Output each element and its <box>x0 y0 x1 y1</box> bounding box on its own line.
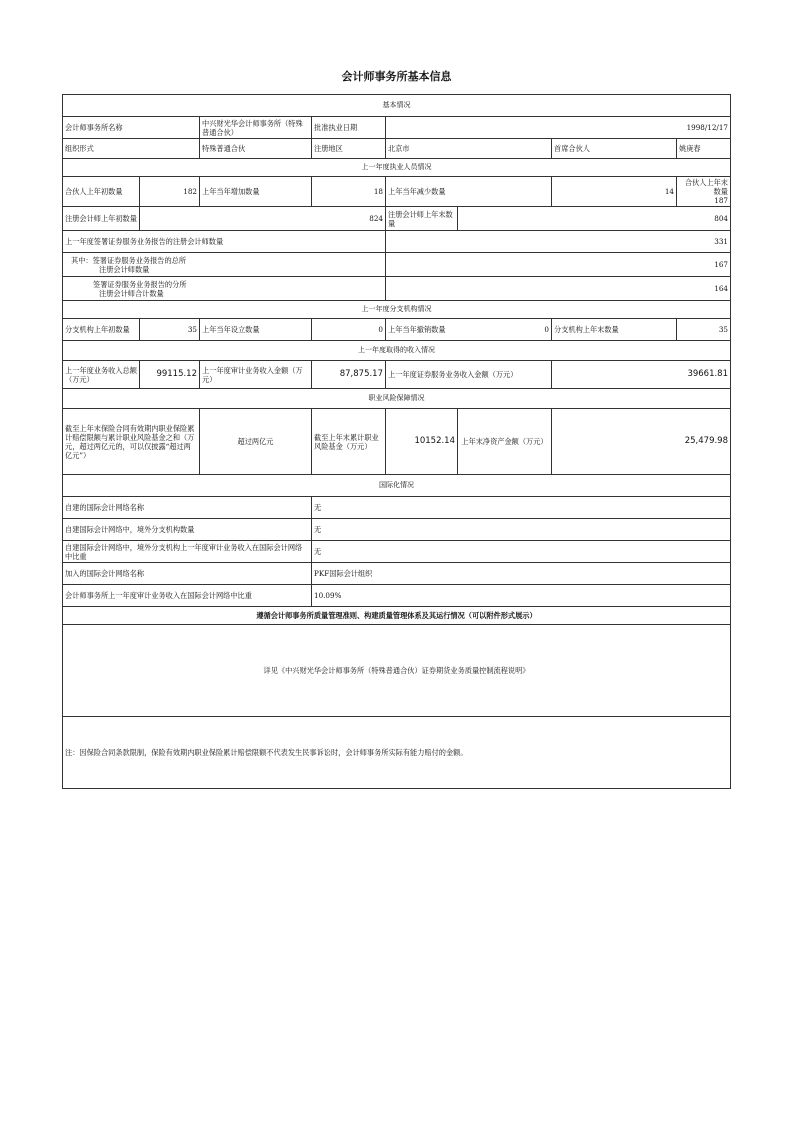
section-staff: 上一年度执业人员情况 <box>63 159 731 177</box>
branch-cpa: 164 <box>386 277 731 301</box>
branches-begin-label: 分支机构上年初数量 <box>63 319 140 341</box>
head-office-cpa-label-line2: 注册会计师数量 <box>99 264 150 274</box>
section-basic: 基本情况 <box>63 95 731 117</box>
overseas-share: 无 <box>312 541 731 563</box>
branch-cpa-label-line1: 签署证券服务业务报告的分所 <box>93 279 187 289</box>
joined-network-label: 加入的国际会计网络名称 <box>63 563 312 585</box>
risk-fund: 10152.14 <box>386 409 458 475</box>
info-table-frame <box>62 94 730 789</box>
quality-heading: 遵循会计师事务所质量管理准则、构建质量管理体系及其运行情况（可以附件形式展示） <box>63 607 731 625</box>
income-securities: 39661.81 <box>552 361 731 389</box>
cpa-begin-label: 注册会计师上年初数量 <box>63 207 140 231</box>
overseas-share-label: 自建国际会计网络中，境外分支机构上一年度审计业务收入在国际会计网络中比重 <box>63 541 312 563</box>
chief-partner: 姚庚春 <box>677 139 731 159</box>
income-total: 99115.12 <box>140 361 200 389</box>
section-branches: 上一年度分支机构情况 <box>63 301 731 319</box>
branches-revoked-label: 上年当年撤销数量 <box>388 325 446 334</box>
approval-date-label: 批准执业日期 <box>312 117 386 139</box>
approval-date: 1998/12/17 <box>386 117 731 139</box>
firm-name: 中兴财光华会计师事务所（特殊普通合伙） <box>200 117 312 139</box>
chief-partner-label: 首席合伙人 <box>552 139 677 159</box>
section-income: 上一年度取得的收入情况 <box>63 341 731 361</box>
firm-name-label: 会计师事务所名称 <box>63 117 200 139</box>
section-risk: 职业风险保障情况 <box>63 389 731 409</box>
firm-share-label: 会计师事务所上一年度审计业务收入在国际会计网络中比重 <box>63 585 312 607</box>
firm-share: 10.09% <box>312 585 731 607</box>
branches-added: 0 <box>312 319 386 341</box>
footnote: 注：因保险合同条款限制，保险有效期内职业保险累计赔偿限额不代表发生民事诉讼时，会计师事务所实际有能力赔付的金额。 <box>63 717 731 789</box>
branches-added-label: 上年当年设立数量 <box>200 319 312 341</box>
income-audit-label: 上一年度审计业务收入金额（万元） <box>200 361 312 389</box>
region-label: 注册地区 <box>312 139 386 159</box>
branches-begin: 35 <box>140 319 200 341</box>
document-title: 会计师事务所基本信息 <box>341 70 452 83</box>
own-network: 无 <box>312 497 731 519</box>
insurance-value: 超过两亿元 <box>200 409 312 475</box>
sec-cpa: 331 <box>386 231 731 253</box>
own-network-label: 自建的国际会计网络名称 <box>63 497 312 519</box>
partners-reduced-label: 上年当年减少数量 <box>386 177 552 207</box>
partners-end-label: 合伙人上年末数量 <box>684 178 728 196</box>
income-audit: 87,875.17 <box>312 361 386 389</box>
overseas-branches: 无 <box>312 519 731 541</box>
branch-cpa-label <box>63 277 386 301</box>
region: 北京市 <box>386 139 552 159</box>
partners-begin-label: 合伙人上年初数量 <box>63 177 140 207</box>
partners-begin: 182 <box>140 177 200 207</box>
branches-end-label: 分支机构上年末数量 <box>552 319 677 341</box>
head-office-cpa-label <box>63 253 386 277</box>
partners-end <box>677 177 731 207</box>
income-total-label: 上一年度业务收入总额（万元） <box>63 361 140 389</box>
branches-end: 35 <box>677 319 731 341</box>
branch-cpa-label-line2: 注册会计师合计数量 <box>99 288 164 298</box>
branches-revoked <box>386 319 552 341</box>
joined-network: PKF国际会计组织 <box>312 563 731 585</box>
org-form: 特殊普通合伙 <box>200 139 312 159</box>
head-office-cpa: 167 <box>386 253 731 277</box>
partners-reduced: 14 <box>552 177 677 207</box>
net-assets-label: 上年末净资产金额（万元） <box>458 409 552 475</box>
overseas-branches-label: 自建国际会计网络中，境外分支机构数量 <box>63 519 312 541</box>
partners-end-value: 187 <box>714 196 728 205</box>
info-table <box>62 94 731 789</box>
head-office-cpa-label-line1: 其中：签署证券服务业务报告的总所 <box>71 255 187 265</box>
cpa-begin: 824 <box>140 207 386 231</box>
sec-cpa-label: 上一年度签署证券服务业务报告的注册会计师数量 <box>63 231 386 253</box>
section-international: 国际化情况 <box>63 475 731 497</box>
income-securities-label: 上一年度证券服务业务收入金额（万元） <box>386 361 552 389</box>
insurance-label: 截至上年末保险合同有效期内职业保险累计赔偿限额与累计职业风险基金之和（万元，超过两亿元的，可以仅披露“超过两亿元”） <box>63 409 200 475</box>
quality-content: 详见《中兴财光华会计师事务所（特殊普通合伙）证券期货业务质量控制流程说明》 <box>63 625 731 717</box>
cpa-end: 804 <box>458 207 731 231</box>
cpa-end-label: 注册会计师上年末数量 <box>386 207 458 231</box>
net-assets: 25,479.98 <box>552 409 731 475</box>
risk-fund-label: 截至上年末累计职业风险基金（万元） <box>312 409 386 475</box>
partners-added-label: 上年当年增加数量 <box>200 177 312 207</box>
branches-revoked-value: 0 <box>544 325 549 334</box>
org-form-label: 组织形式 <box>63 139 200 159</box>
partners-added: 18 <box>312 177 386 207</box>
